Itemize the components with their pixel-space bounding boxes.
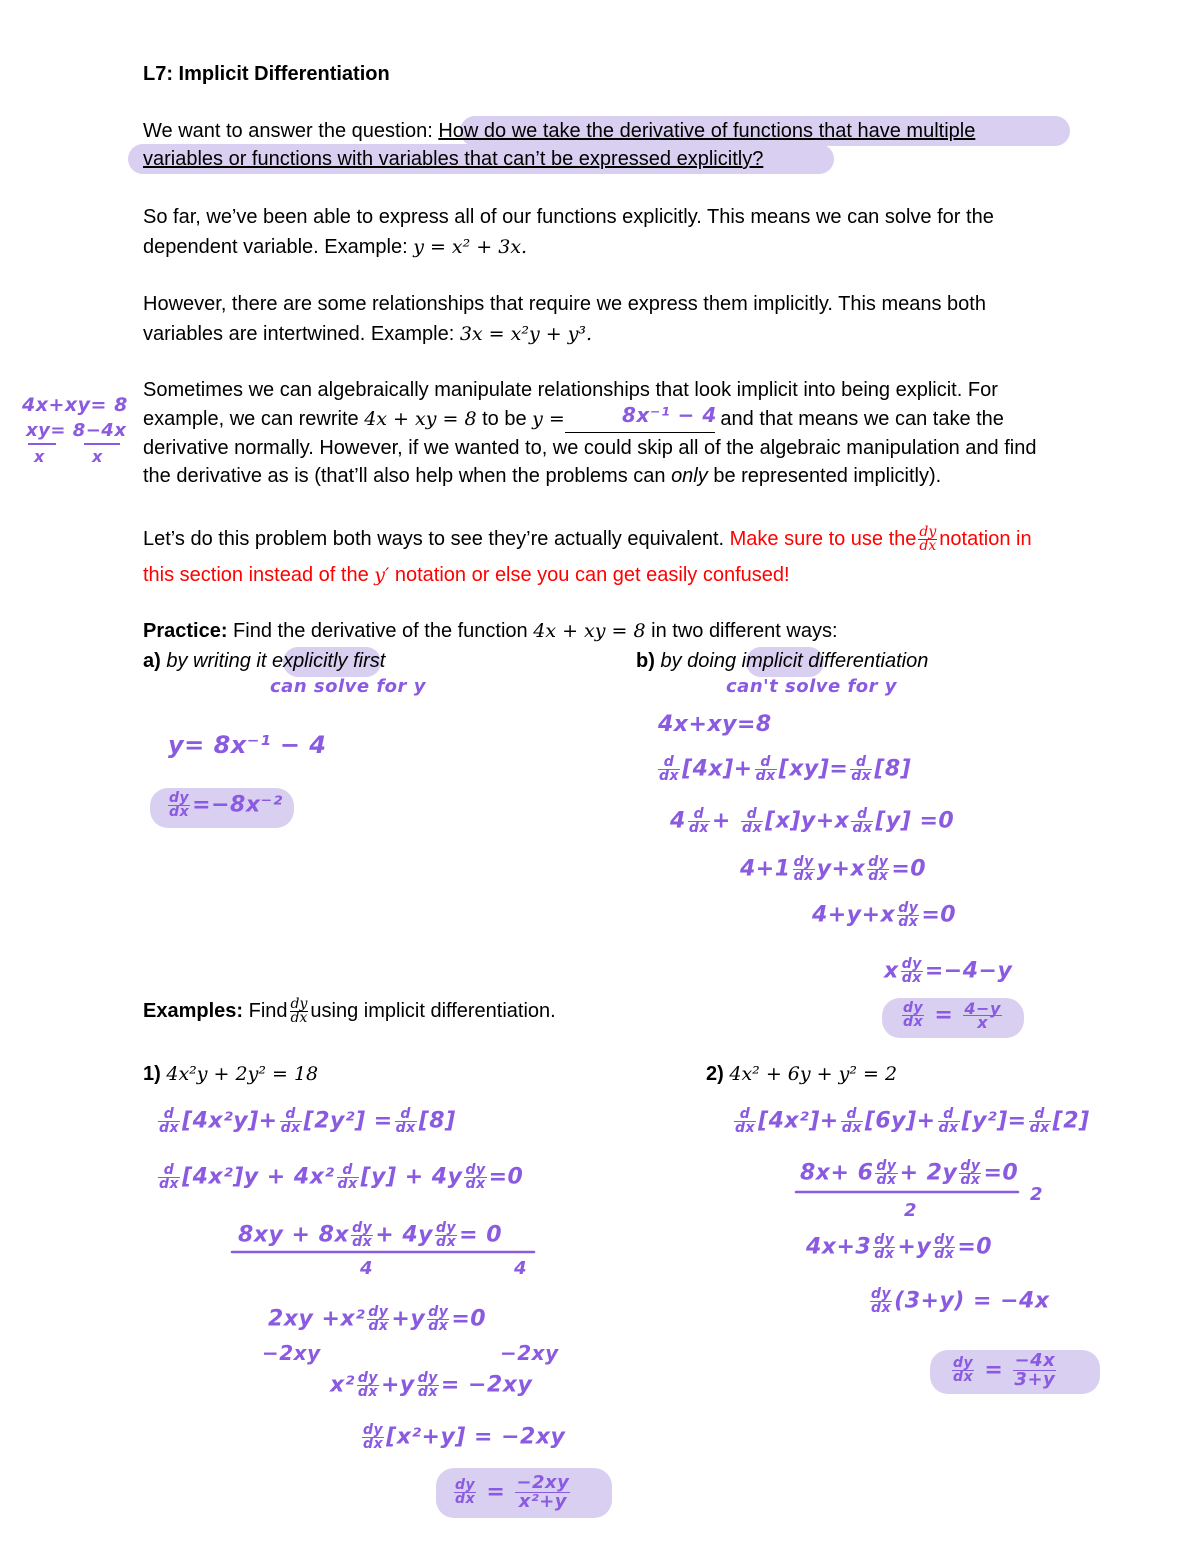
- margin-note-2: xy= 8−4x: [26, 420, 127, 441]
- explicit-example-math: y = x² + 3x.: [413, 236, 528, 258]
- ex1-step-6: $\frac{dy}{dx}$ [x²+y] = −2xy: [363, 1422, 566, 1452]
- margin-note-den-1: x: [34, 447, 45, 466]
- explicit-line-2-text: dependent variable. Example:: [143, 236, 414, 258]
- ex1-step-5: x² $\frac{dy}{dx}$ +y $\frac{dy}{dx}$ = −2xy: [330, 1370, 533, 1400]
- question-intro: We want to answer the question:: [143, 120, 439, 142]
- margin-note-den-2: x: [92, 447, 103, 466]
- manip-line-2-c: and that means we can take the: [714, 408, 1004, 430]
- manip-line-2-b: to be: [476, 408, 533, 430]
- warning-text-b: notation in: [939, 528, 1032, 550]
- implicit-line-1: However, there are some relationships that require we express them implicitly. This means both: [143, 293, 986, 315]
- warning-line-2-a: this section instead of the: [143, 564, 375, 586]
- warning-text-a: Make sure to use the: [729, 528, 917, 550]
- ex2-step-4: $\frac{dy}{dx}$ (3+y) = −4x: [871, 1286, 1050, 1316]
- dy-dx-fraction: $\frac{dy}{dx}$: [919, 524, 937, 555]
- practice-text-a: Find the derivative of the function: [227, 620, 534, 642]
- part-a-answer-rhs: =−8x⁻²: [192, 792, 283, 818]
- part-a-step-1: y= 8x⁻¹ − 4: [168, 731, 327, 759]
- question-line-2: variables or functions with variables that can’t be expressed explicitly?: [143, 148, 764, 170]
- page-title: L7: Implicit Differentiation: [143, 63, 390, 85]
- question-line-1: How do we take the derivative of functions that have multiple: [438, 120, 976, 142]
- ex2-step-2: 8x+ 6 $\frac{dy}{dx}$ + 2y $\frac{dy}{dx}$ =0: [800, 1158, 1019, 1188]
- manip-line-1: Sometimes we can algebraically manipulate relationships that look implicit into being explicit. For: [143, 379, 998, 401]
- ex1-step-2: $\frac{d}{dx}$ [4x²]y + 4x² $\frac{d}{dx}$ [y] + 4y $\frac{dy}{dx}$ =0: [159, 1162, 524, 1192]
- part-b-note: can't solve for y: [726, 676, 898, 697]
- part-a-label: a): [143, 650, 161, 672]
- part-a-text: by writing it explicitly first: [160, 650, 386, 672]
- ex2-answer: $\frac{dy}{dx}$ = $\frac{-4x}{3+y}$: [953, 1350, 1056, 1390]
- part-a-note: can solve for y: [270, 676, 426, 697]
- blank-answer: 8x⁻¹ − 4: [622, 403, 717, 427]
- manip-line-4-a: the derivative as is (that’ll also help when the problems can: [143, 465, 672, 487]
- ex1-step-3-den-1: 4: [360, 1258, 374, 1279]
- both-ways-text: Let’s do this problem both ways to see they’re actually equivalent.: [143, 528, 730, 550]
- part-b-step-6: x $\frac{dy}{dx}$ =−4−y: [884, 956, 1013, 986]
- examples-dy-dx: $\frac{dy}{dx}$: [290, 996, 308, 1027]
- ex1-step-3: 8xy + 8x $\frac{dy}{dx}$ + 4y $\frac{dy}{dx}$ = 0: [238, 1220, 503, 1250]
- example-1-math: 4x²y + 2y² = 18: [166, 1063, 319, 1085]
- manip-line-3: derivative normally. However, if we wanted to, we could skip all of the algebraic manipulation and find: [143, 437, 1037, 459]
- warning-line-2-b: notation or else you can get easily confused!: [389, 564, 790, 586]
- ex2-step-2-den-1: 2: [904, 1200, 918, 1221]
- only-emphasis: only: [671, 465, 708, 487]
- examples-text-b: using implicit differentiation.: [310, 1000, 556, 1022]
- examples-text-a: Find: [243, 1000, 288, 1022]
- explicit-line-1: So far, we’ve been able to express all of our functions explicitly. This means we can solve for the: [143, 206, 994, 228]
- y-prime-math: y′: [374, 564, 390, 586]
- part-b-step-2: $\frac{d}{dx}$ [4x]+ $\frac{d}{dx}$ [xy]= $\frac{d}{dx}$ [8]: [659, 754, 912, 784]
- dy-dx-a: $\frac{dy}{dx}$: [169, 790, 190, 820]
- margin-note-1: 4x+xy= 8: [22, 394, 128, 416]
- part-b-text: by doing implicit differentiation: [654, 650, 929, 672]
- examples-label: Examples:: [143, 1000, 244, 1022]
- part-b-answer: $\frac{dy}{dx}$ = $\frac{4-y}{x}$: [903, 999, 1001, 1032]
- ex1-step-4-sub-1: −2xy: [262, 1341, 321, 1365]
- manip-math-1: 4x + xy = 8: [364, 408, 477, 430]
- ex1-step-3-den-2: 4: [514, 1258, 528, 1279]
- part-b-step-5: 4+y+x $\frac{dy}{dx}$ =0: [812, 900, 957, 930]
- manip-line-2-a: example, we can rewrite: [143, 408, 365, 430]
- practice-math: 4x + xy = 8: [533, 620, 646, 642]
- example-2-math: 4x² + 6y + y² = 2: [729, 1063, 898, 1085]
- implicit-line-2-text: variables are intertwined. Example:: [143, 323, 460, 345]
- part-b-label: b): [636, 650, 655, 672]
- ex1-answer: $\frac{dy}{dx}$ = $\frac{-2xy}{\text{x²+y}}$: [455, 1472, 570, 1512]
- practice-text-b: in two different ways:: [645, 620, 838, 642]
- ex1-step-4: 2xy +x² $\frac{dy}{dx}$ +y $\frac{dy}{dx}$ =0: [268, 1304, 487, 1334]
- ex2-step-1: $\frac{d}{dx}$ [4x²]+ $\frac{d}{dx}$ [6y]+ $\frac{d}{dx}$ [y²]= $\frac{d}{dx}$ [2]: [735, 1106, 1090, 1136]
- ex1-step-4-sub-2: −2xy: [500, 1341, 559, 1365]
- manip-math-2: y =: [532, 408, 565, 430]
- practice-label: Practice:: [143, 620, 228, 642]
- ex1-step-1: $\frac{d}{dx}$ [4x²y]+ $\frac{d}{dx}$ [2y²] = $\frac{d}{dx}$ [8]: [159, 1106, 456, 1136]
- implicit-example-math: 3x = x²y + y³.: [459, 323, 593, 345]
- part-b-step-4: 4+1 $\frac{dy}{dx}$ y+x $\frac{dy}{dx}$ =0: [740, 854, 927, 884]
- part-b-step-3: 4 $\frac{d}{dx}$ + $\frac{d}{dx}$ [x]y+x $\frac{d}{dx}$ [y] =0: [670, 806, 955, 836]
- ex2-step-2-den-2: 2: [1030, 1184, 1044, 1205]
- manip-line-4-b: be represented implicitly).: [707, 465, 942, 487]
- example-1-label: 1): [143, 1063, 161, 1085]
- part-b-step-1: 4x+xy=8: [658, 712, 772, 737]
- ex2-step-3: 4x+3 $\frac{dy}{dx}$ +y $\frac{dy}{dx}$ =0: [806, 1232, 993, 1262]
- example-2-label: 2): [706, 1063, 724, 1085]
